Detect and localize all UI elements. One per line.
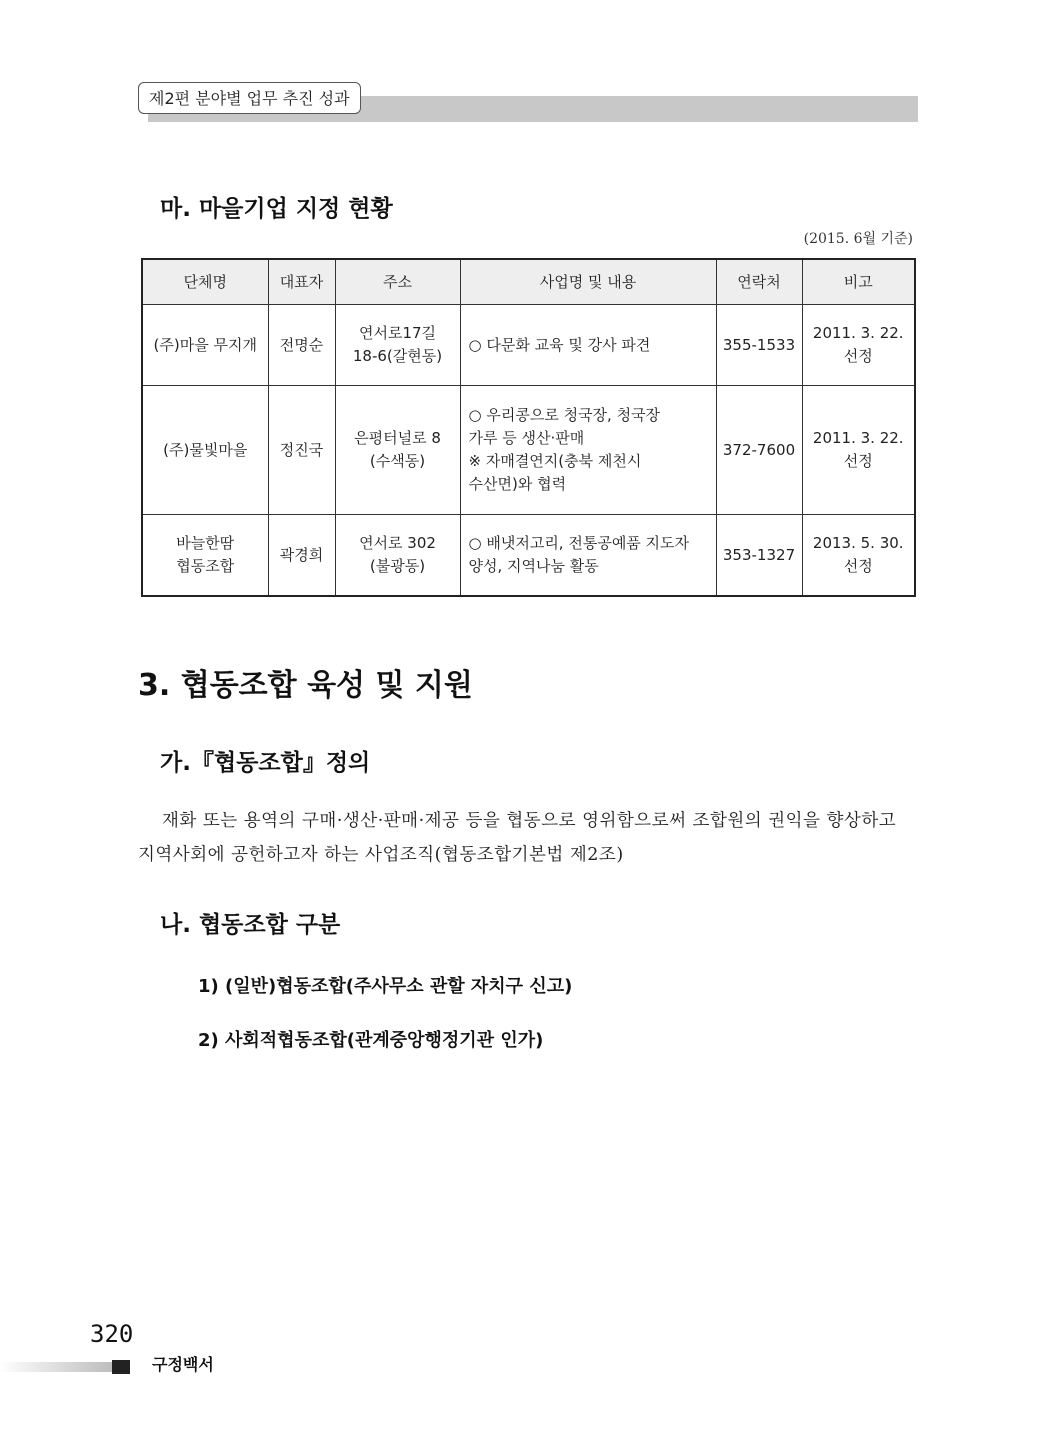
footer-strip xyxy=(0,1362,112,1372)
table-row xyxy=(142,515,915,597)
cell-name: (주)물빛마을 xyxy=(142,386,268,515)
page-number: 320 xyxy=(90,1320,134,1348)
footer-book-title: 구정백서 xyxy=(152,1355,214,1374)
cell-phone: 355-1533 xyxy=(716,305,802,386)
main-heading-cooperative: 3. 협동조합 육성 및 지원 xyxy=(138,668,473,703)
table-row xyxy=(142,305,915,386)
column-header: 주소 xyxy=(335,259,460,305)
column-header: 연락처 xyxy=(716,259,802,305)
table-header-row xyxy=(142,259,915,305)
cell-name: 바늘한땀 협동조합 xyxy=(142,515,268,597)
cell-content: ○ 우리콩으로 청국장, 청국장 가루 등 생산·판매 ※ 자매결연지(충북 제천시 수산면)와 협력 xyxy=(460,386,716,515)
cell-content: ○ 배냇저고리, 전통공예품 지도자 양성, 지역나눔 활동 xyxy=(460,515,716,597)
column-header: 단체명 xyxy=(142,259,268,305)
cell-address: 연서로 302 (불광동) xyxy=(335,515,460,597)
cell-address: 연서로17길 18-6(갈현동) xyxy=(335,305,460,386)
cell-name: (주)마을 무지개 xyxy=(142,305,268,386)
column-header: 사업명 및 내용 xyxy=(460,259,716,305)
classification-item-general: 1) (일반)협동조합(주사무소 관할 자치구 신고) xyxy=(198,976,573,997)
cell-rep: 전명순 xyxy=(268,305,335,386)
cell-content: ○ 다문화 교육 및 강사 파견 xyxy=(460,305,716,386)
cell-rep: 정진국 xyxy=(268,386,335,515)
cell-note: 2011. 3. 22. 선정 xyxy=(802,305,915,386)
village-enterprise-table xyxy=(141,258,916,597)
section-title-village-enterprise: 마. 마을기업 지정 현황 xyxy=(160,196,393,222)
definition-paragraph: 재화 또는 용역의 구매·생산·판매·제공 등을 협동으로 영위함으로써 조합원의 권익을 향상하고 지역사회에 공헌하고자 하는 사업조직(협동조합기본법 제2조) xyxy=(138,811,897,865)
classification-item-social: 2) 사회적협동조합(관계중앙행정기관 인가) xyxy=(198,1030,544,1051)
cell-phone: 353-1327 xyxy=(716,515,802,597)
column-header: 비고 xyxy=(802,259,915,305)
section-title-classification: 나. 협동조합 구분 xyxy=(160,912,341,938)
chapter-tab: 제2편 분야별 업무 추진 성과 xyxy=(138,82,361,114)
cell-note: 2013. 5. 30. 선정 xyxy=(802,515,915,597)
footer-square xyxy=(112,1360,130,1374)
cell-note: 2011. 3. 22. 선정 xyxy=(802,386,915,515)
basis-date-note: (2015. 6월 기준) xyxy=(803,231,913,247)
table-row xyxy=(142,386,915,515)
cell-address: 은평터널로 8 (수색동) xyxy=(335,386,460,515)
section-title-definition: 가.『협동조합』정의 xyxy=(160,750,371,776)
cell-phone: 372-7600 xyxy=(716,386,802,515)
cell-rep: 곽경희 xyxy=(268,515,335,597)
column-header: 대표자 xyxy=(268,259,335,305)
